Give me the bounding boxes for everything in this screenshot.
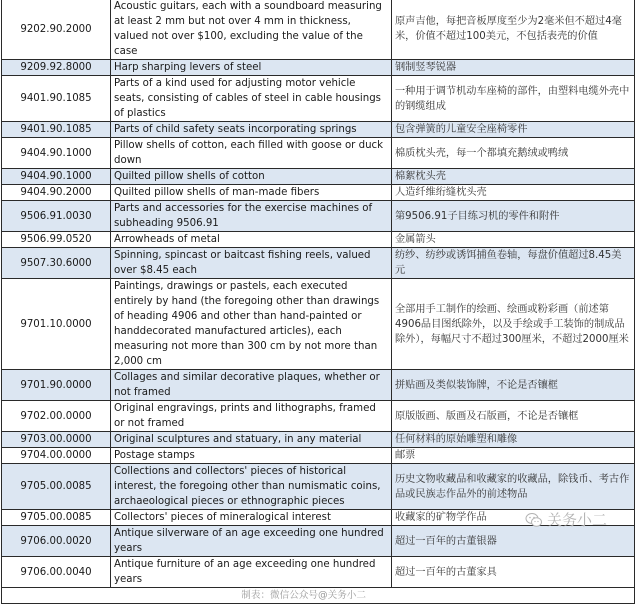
table-row xyxy=(2,370,635,401)
chinese-description-cell: 邮票 xyxy=(392,448,635,464)
chinese-description-cell: 纺纱、纺纱或诱饵捕鱼卷轴，每盘价值超过8.45美元 xyxy=(392,248,635,279)
table-footer-credit: 制表：微信公众号@关务小二 xyxy=(2,588,635,604)
chinese-description-cell: 棉絮枕头壳 xyxy=(392,169,635,185)
hs-code-cell: 9704.00.0000 xyxy=(2,448,111,464)
english-description-cell: Collages and similar decorative plaques, whether or not framed xyxy=(111,370,392,401)
table-footer-row xyxy=(2,588,635,604)
table-row xyxy=(2,60,635,76)
watermark-text: 关务小二 xyxy=(547,511,608,529)
hs-code-cell: 9404.90.1000 xyxy=(2,138,111,169)
table-row xyxy=(2,279,635,370)
hs-code-cell: 9507.30.6000 xyxy=(2,248,111,279)
english-description-cell: Harp sharping levers of steel xyxy=(111,60,392,76)
table-row xyxy=(2,185,635,201)
chinese-description-cell: 棉质枕头壳，每一个都填充鹅绒或鸭绒 xyxy=(392,138,635,169)
chinese-description-cell: 包含弹簧的儿童安全座椅零件 xyxy=(392,122,635,138)
hs-code-cell: 9401.90.1085 xyxy=(2,122,111,138)
chinese-description-cell: 拼贴画及类似装饰牌，不论是否镶框 xyxy=(392,370,635,401)
english-description-cell: Collections and collectors' pieces of historical interest, the foregoing other than numismatic coins, archaeological pieces or ethnographic pieces xyxy=(111,464,392,510)
chinese-description-cell: 全部用手工制作的绘画、绘画或粉彩画（前述第4906品目图纸除外，以及手绘或手工装饰的制成品除外），每幅尺寸不超过300厘米，不超过2000厘米 xyxy=(392,279,635,370)
english-description-cell: Paintings, drawings or pastels, each executed entirely by hand (the foregoing other than drawings of heading 4906 and other than hand-painted or handdecorated manufactured articles), each measuring not more than 300 cm by not more than 2,000 cm xyxy=(111,279,392,370)
hs-code-cell: 9706.00.0020 xyxy=(2,526,111,557)
hs-code-cell: 9506.91.0030 xyxy=(2,201,111,232)
table-row xyxy=(2,0,635,60)
english-description-cell: Original sculptures and statuary, in any material xyxy=(111,432,392,448)
hs-code-cell: 9404.90.2000 xyxy=(2,185,111,201)
table-row xyxy=(2,464,635,510)
table-row xyxy=(2,557,635,588)
table-row xyxy=(2,526,635,557)
hs-code-cell: 9401.90.1085 xyxy=(2,76,111,122)
english-description-cell: Pillow shells of cotton, each filled with goose or duck down xyxy=(111,138,392,169)
chinese-description-cell: 金属箭头 xyxy=(392,232,635,248)
english-description-cell: Original engravings, prints and lithographs, framed or not framed xyxy=(111,401,392,432)
chinese-description-cell: 超过一百年的古董银器 xyxy=(392,526,635,557)
english-description-cell: Parts of a kind used for adjusting motor vehicle seats, consisting of cables of steel in cable housings of plastics xyxy=(111,76,392,122)
hs-code-cell: 9701.90.0000 xyxy=(2,370,111,401)
chinese-description-cell: 一种用于调节机动车座椅的部件，由塑料电缆外壳中的钢缆组成 xyxy=(392,76,635,122)
tariff-table-body xyxy=(2,0,635,588)
english-description-cell: Acoustic guitars, each with a soundboard measuring at least 2 mm but not over 4 mm in thickness, valued not over $100, excluding the value of the case xyxy=(111,0,392,60)
english-description-cell: Spinning, spincast or baitcast fishing reels, valued over $8.45 each xyxy=(111,248,392,279)
english-description-cell: Parts and accessories for the exercise machines of subheading 9506.91 xyxy=(111,201,392,232)
chinese-description-cell: 人造纤维绗缝枕头壳 xyxy=(392,185,635,201)
english-description-cell: Parts of child safety seats incorporating springs xyxy=(111,122,392,138)
hs-code-cell: 9705.00.0085 xyxy=(2,510,111,526)
chinese-description-cell: 历史文物收藏品和收藏家的收藏品，除钱币、考古作品或民族志作品外的前述物品 xyxy=(392,464,635,510)
english-description-cell: Quilted pillow shells of cotton xyxy=(111,169,392,185)
table-row xyxy=(2,138,635,169)
hs-code-cell: 9506.99.0520 xyxy=(2,232,111,248)
chinese-description-cell: 收藏家的矿物学作品 xyxy=(392,510,635,526)
table-row xyxy=(2,401,635,432)
chinese-description-cell: 钢制竖琴锐器 xyxy=(392,60,635,76)
table-row xyxy=(2,448,635,464)
hs-code-cell: 9202.90.2000 xyxy=(2,0,111,60)
chinese-description-cell: 原版版画、版画及石版画，不论是否镶框 xyxy=(392,401,635,432)
watermark xyxy=(525,509,607,530)
hs-code-cell: 9703.00.0000 xyxy=(2,432,111,448)
english-description-cell: Antique furniture of an age exceeding one hundred years xyxy=(111,557,392,588)
chinese-description-cell: 超过一百年的古董家具 xyxy=(392,557,635,588)
hs-code-cell: 9706.00.0040 xyxy=(2,557,111,588)
table-row xyxy=(2,232,635,248)
english-description-cell: Quilted pillow shells of man-made fibers xyxy=(111,185,392,201)
hs-code-cell: 9705.00.0085 xyxy=(2,464,111,510)
table-row xyxy=(2,169,635,185)
table-row xyxy=(2,432,635,448)
chinese-description-cell: 原声吉他，每把音板厚度至少为2毫米但不超过4毫米，价值不超过100美元，不包括表壳的价值 xyxy=(392,0,635,60)
hs-code-cell: 9702.00.0000 xyxy=(2,401,111,432)
hs-code-cell: 9404.90.1000 xyxy=(2,169,111,185)
english-description-cell: Collectors' pieces of mineralogical interest xyxy=(111,510,392,526)
english-description-cell: Antique silverware of an age exceeding one hundred years xyxy=(111,526,392,557)
wechat-icon xyxy=(525,512,543,528)
table-row xyxy=(2,248,635,279)
chinese-description-cell: 任何材料的原始雕塑和雕像 xyxy=(392,432,635,448)
chinese-description-cell: 第9506.91子目练习机的零件和附件 xyxy=(392,201,635,232)
hs-code-cell: 9209.92.8000 xyxy=(2,60,111,76)
hs-code-cell: 9701.10.0000 xyxy=(2,279,111,370)
table-row xyxy=(2,76,635,122)
english-description-cell: Arrowheads of metal xyxy=(111,232,392,248)
table-row xyxy=(2,122,635,138)
table-row xyxy=(2,201,635,232)
english-description-cell: Postage stamps xyxy=(111,448,392,464)
